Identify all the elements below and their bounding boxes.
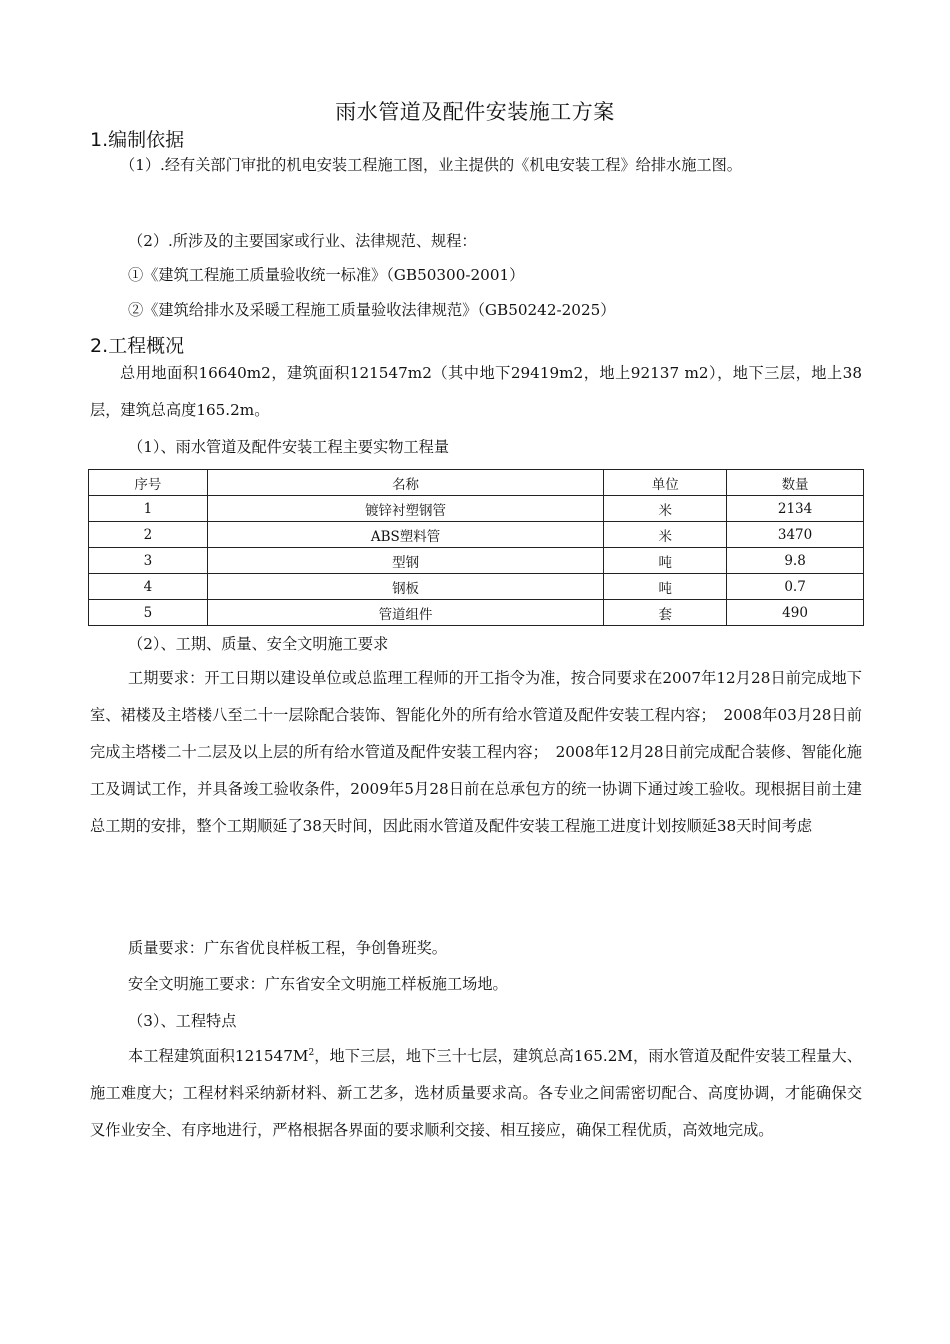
features-paragraph — [90, 1038, 862, 1149]
table-cell: ABS塑料管 — [207, 522, 603, 548]
standard-item-1: ①《建筑工程施工质量验收统一标准》（GB50300-2001） — [128, 266, 525, 284]
table-cell: 管道组件 — [207, 600, 603, 626]
table-cell: 套 — [604, 600, 727, 626]
table-row — [89, 496, 864, 522]
table-cell: 2134 — [727, 496, 864, 522]
document-title: 雨水管道及配件安装施工方案 — [335, 100, 615, 124]
table-cell: 2 — [89, 522, 208, 548]
table-cell: 镀锌衬塑钢管 — [207, 496, 603, 522]
table-cell: 米 — [604, 496, 727, 522]
header-cell: 名称 — [207, 470, 603, 496]
table-row — [89, 574, 864, 600]
requirements-subheading: （2）、工期、质量、安全文明施工要求 — [128, 635, 389, 653]
table-cell: 5 — [89, 600, 208, 626]
table-cell: 3470 — [727, 522, 864, 548]
section-heading-basis: 1.编制依据 — [90, 129, 185, 151]
table-row — [89, 548, 864, 574]
basis-paragraph-1: （1）.经有关部门审批的机电安装工程施工图，业主提供的《机电安装工程》给排水施工图。 — [120, 156, 742, 174]
quality-line: 质量要求：广东省优良样板工程，争创鲁班奖。 — [128, 939, 447, 957]
table-header-row — [89, 470, 864, 496]
table-cell: 9.8 — [727, 548, 864, 574]
header-cell: 数量 — [727, 470, 864, 496]
header-cell: 单位 — [604, 470, 727, 496]
standard-item-2: ②《建筑给排水及采暖工程施工质量验收法律规范》（GB50242-2025） — [128, 301, 616, 319]
table-cell: 1 — [89, 496, 208, 522]
table-cell: 4 — [89, 574, 208, 600]
features-text-rest: ，地下三层，地下三十七层，建筑总高165.2M，雨水管道及配件安装工程量大、施工难度大；工程材料采纳新材料、新工艺多，选材质量要求高。各专业之间需密切配合、高度协调，才能确保交叉作业安全、有序地进行，严格根据各界面的要求顺利交接、相互接应，确保工程优质，高效地完成。 — [90, 1047, 862, 1139]
section-heading-overview: 2.工程概况 — [90, 335, 185, 357]
table-cell: 型钢 — [207, 548, 603, 574]
table-cell: 钢板 — [207, 574, 603, 600]
basis-paragraph-2: （2）.所涉及的主要国家或行业、法律规范、规程： — [128, 232, 477, 250]
table-cell: 米 — [604, 522, 727, 548]
quantities-subheading: （1）、雨水管道及配件安装工程主要实物工程量 — [128, 438, 450, 456]
table-cell: 490 — [727, 600, 864, 626]
table-cell: 0.7 — [727, 574, 864, 600]
schedule-paragraph: 工期要求：开工日期以建设单位或总监理工程师的开工指令为准，按合同要求在2007年12月28日前完成地下室、裙楼及主塔楼八至二十一层除配合装饰、智能化外的所有给水管道及配件安装工程内容； 2008年03月28日前完成主塔楼二十二层及以上层的所有给水管道及配件安装工程内容； 2008年12月28日前完成配合装修、智能化施工及调试工作，并具备竣工验收条件，2009年5月28日前在总承包方的统一协调下通过竣工验收。现根据目前土建总工期的安排，整个工期顺延了38天时间，因此雨水管道及配件安装工程施工进度计划按顺延38天时间考虑 — [90, 669, 862, 835]
quantities-table — [88, 469, 864, 626]
features-text-start: 本工程建筑面积121547M — [128, 1047, 309, 1065]
table-cell: 3 — [89, 548, 208, 574]
features-subheading: （3）、工程特点 — [128, 1012, 237, 1030]
safety-line: 安全文明施工要求：广东省安全文明施工样板施工场地。 — [128, 975, 508, 993]
overview-paragraph: 总用地面积16640m2，建筑面积121547m2（其中地下29419m2，地上92137 m2），地下三层，地上38层，建筑总高度165.2m。 — [90, 364, 862, 419]
area-unit-superscript: 2 — [308, 1047, 315, 1058]
header-cell: 序号 — [89, 470, 208, 496]
table-cell: 吨 — [604, 548, 727, 574]
table-row — [89, 600, 864, 626]
table-cell: 吨 — [604, 574, 727, 600]
table-row — [89, 522, 864, 548]
